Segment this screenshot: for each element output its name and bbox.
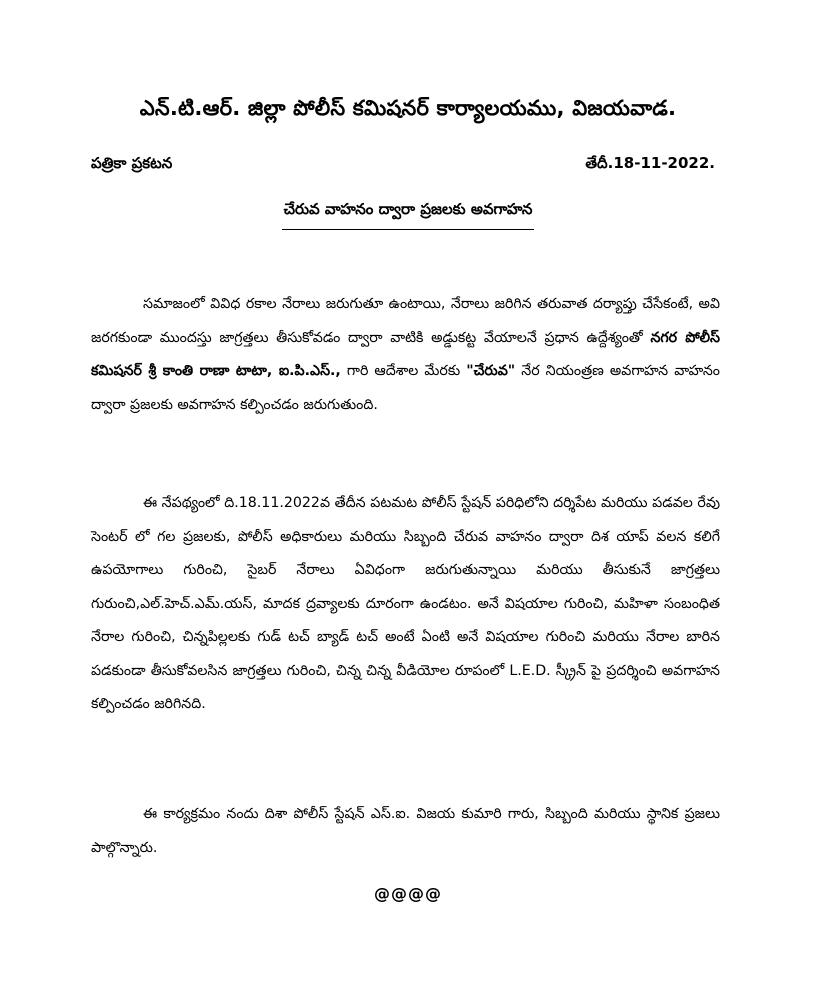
subject-heading — [60, 200, 756, 230]
release-date: తేదీ.18-11-2022. — [585, 154, 715, 172]
paragraph-event-details: ఈ నేపథ్యంలో ది.18.11.2022వ తేదీన పటమట పోలీస్ స్టేషన్ పరిధిలోని దర్శిపేట మరియు పడవల రేవు సెంటర్ లో గల ప్రజలకు, పోలీస్ అధికారులు మరియు సిబ్బంది చేరువ వాహనం ద్వారా దిశ యాప్ వలన కలిగే ఉపయోగాలు గురించి, సైబర్ నేరాలు ఏవిధంగా జరుగుతున్నాయి మరియు తీసుకునే జాగ్రత్తలు గురుంచి,ఎల్.హెచ్.ఎమ్.యస్, మాదక ద్రవ్యాలకు దూరంగా ఉండటం. అనే విషయాల గురించి, మహిళా సంబంధిత నేరాల గురించి, చిన్నపిల్లలకు గుడ్ టచ్ బ్యాడ్ టచ్ అంటే ఏంటి అనే విషయాల గురించి మరియు నేరాల బారిన పడకుండా తీసుకోవలసిన జాగ్రత్తలు గురించి, చిన్న చిన్న వీడియోల రూపంలో L.E.D. స్క్రీన్ పై ప్రదర్శించి అవగాహన కల్పించడం జరిగినది. — [91, 495, 720, 712]
paragraph-intro-text-2: గారి ఆదేశాల మేరకు — [340, 363, 467, 379]
paragraph-intro — [91, 288, 720, 422]
press-release-label: పత్రికా ప్రకటన — [91, 154, 173, 172]
subject-text: చేరువ వాహనం ద్వారా ప్రజలకు అవగాహన — [282, 200, 535, 230]
paragraph-intro-text-3: నేర నియంత్రణ అవగాహన వాహనం ద్వారా ప్రజలకు అవగాహన కల్పించడం జరుగుతుంది. — [91, 363, 720, 413]
meta-row — [91, 154, 715, 178]
paragraph-intro-text-1: సమాజంలో వివిధ రకాల నేరాలు జరుగుతూ ఉంటాయి, నేరాలు జరిగిన తరువాత దర్యాప్తు చేసేకంటే, అవి జరగకుండా ముందస్తు జాగ్రత్తలు తీసుకోవడం ద్వారా వాటికి అడ్డుకట్ట వేయాలనే ప్రధాన ఉద్దేశ్యంతో — [91, 296, 720, 346]
paragraph-participants: ఈ కార్యక్రమం నందు దిశా పోలీస్ స్టేషన్ ఎస్.ఐ. విజయ కుమారి గారు, సిబ్బంది మరియు స్థానిక ప్రజలు పాల్గొన్నారు. — [91, 806, 720, 856]
office-title: ఎన్.టి.ఆర్. జిల్లా పోలీస్ కమిషనర్ కార్యాలయము, విజయవాడ. — [139, 96, 677, 120]
closing-mark: @@@@ — [374, 884, 442, 903]
commissioner-name: నగర పోలీస్ కమిషనర్ శ్రీ కాంతి రాణా టాటా, ఐ.పి.ఎస్., — [91, 329, 720, 379]
cheruva-program-name: "చేరువ" — [466, 363, 516, 379]
